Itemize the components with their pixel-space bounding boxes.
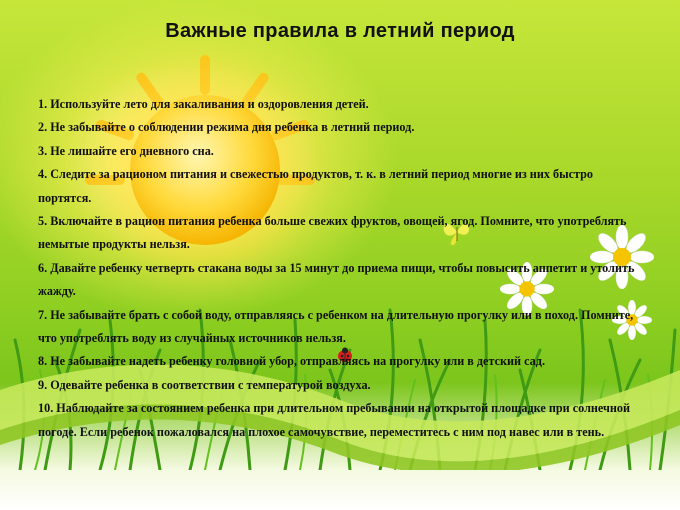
list-item: 9. Одевайте ребенка в соответствии с температурой воздуха. bbox=[38, 377, 371, 392]
rules-list bbox=[38, 93, 648, 444]
list-item: 8. Не забывайте надеть ребенку головной убор, отправляясь на прогулку или в детский сад. bbox=[38, 354, 545, 369]
list-item: 5. Включайте в рацион питания ребенка больше свежих фруктов, овощей, ягод. Помните, что употреблять немытые продукты нельзя. bbox=[38, 214, 627, 252]
list-item: 7. Не забывайте брать с собой воду, отправляясь с ребенком на длительную прогулку или в поход. Помните, что употреблять воду из случайных источников нельзя. bbox=[38, 307, 634, 346]
page-title: Важные правила в летний период bbox=[165, 20, 515, 42]
list-item: 6. Давайте ребенку четверть стакана воды за 15 минут до приема пищи, чтобы повысить аппетит и утолить жажду. bbox=[38, 260, 635, 299]
list-item: 2. Не забывайте о соблюдении режима дня ребенка в летний период. bbox=[38, 120, 415, 135]
list-item: 3. Не лишайте его дневного сна. bbox=[38, 143, 214, 158]
list-item: 4. Следите за рационом питания и свежестью продуктов, т. к. в летний период многие из них быстро портятся. bbox=[38, 167, 594, 205]
list-item: 10. Наблюдайте за состоянием ребенка при длительном пребывании на открытой площадке при солнечной погоде. Если ребенок пожаловался на плохое самочувствие, переместитесь с ним под навес или в тень. bbox=[38, 401, 631, 439]
list-item: 1. Используйте лето для закаливания и оздоровления детей. bbox=[38, 97, 369, 111]
